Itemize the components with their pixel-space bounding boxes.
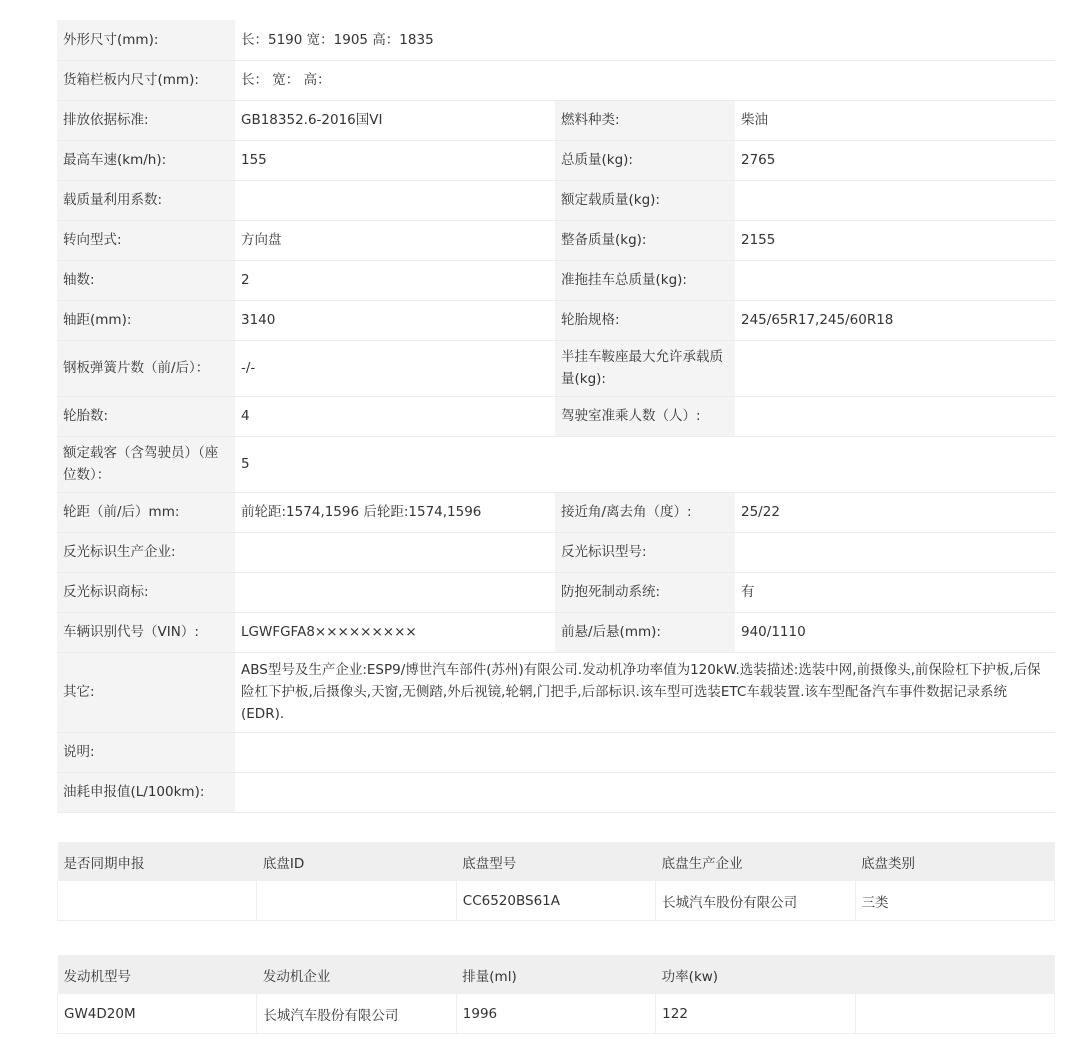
spec-row xyxy=(57,100,1055,140)
tire-count-label: 轮胎数: xyxy=(57,396,235,436)
chassis-header-cell: 底盘生产企业 xyxy=(656,842,855,881)
load-util-value xyxy=(235,180,555,220)
curb-mass-value: 2155 xyxy=(735,220,1055,260)
note-label: 说明: xyxy=(57,732,235,772)
fuel-consumption-label: 油耗申报值(L/100km): xyxy=(57,772,235,812)
chassis-cell: 三类 xyxy=(855,881,1054,921)
engine-header-cell xyxy=(855,955,1054,994)
outer-dim-label: 外形尺寸(mm): xyxy=(57,20,235,60)
spec-row xyxy=(57,492,1055,532)
speed-value: 155 xyxy=(235,140,555,180)
spec-row xyxy=(57,20,1055,60)
track-label: 轮距（前/后）mm: xyxy=(57,492,235,532)
chassis-cell: 长城汽车股份有限公司 xyxy=(656,881,855,921)
chassis-cell xyxy=(257,881,456,921)
engine-header-cell: 发动机型号 xyxy=(58,955,257,994)
chassis-header-cell: 底盘ID xyxy=(257,842,456,881)
spec-row xyxy=(57,260,1055,300)
saddle-label: 半挂车鞍座最大允许承载质量(kg): xyxy=(555,340,735,396)
spring-label: 钢板弹簧片数（前/后）： xyxy=(57,340,235,396)
overhang-label: 前悬/后悬(mm): xyxy=(555,612,735,652)
spec-row xyxy=(57,532,1055,572)
engine-header-cell: 排量(ml) xyxy=(456,955,655,994)
steering-value: 方向盘 xyxy=(235,220,555,260)
chassis-header-row xyxy=(58,842,1055,881)
steering-label: 转向型式: xyxy=(57,220,235,260)
rated-load-value xyxy=(735,180,1055,220)
vin-label: 车辆识别代号（VIN）: xyxy=(57,612,235,652)
abs-label: 防抱死制动系统: xyxy=(555,572,735,612)
outer-dim-value: 长：5190 宽：1905 高：1835 xyxy=(235,20,1055,60)
spec-row xyxy=(57,436,1055,492)
engine-cell: 1996 xyxy=(456,994,655,1034)
emission-label: 排放依据标准: xyxy=(57,100,235,140)
spec-row xyxy=(57,572,1055,612)
chassis-cell: CC6520BS61A xyxy=(456,881,655,921)
abs-value: 有 xyxy=(735,572,1055,612)
tire-label: 轮胎规格: xyxy=(555,300,735,340)
trailer-mass-label: 准拖挂车总质量(kg): xyxy=(555,260,735,300)
other-label: 其它: xyxy=(57,652,235,732)
passengers-value: 5 xyxy=(235,436,1055,492)
speed-label: 最高车速(km/h): xyxy=(57,140,235,180)
vin-value: LGWFGFA8××××××××× xyxy=(235,612,555,652)
total-mass-value: 2765 xyxy=(735,140,1055,180)
engine-header-cell: 发动机企业 xyxy=(257,955,456,994)
engine-cell: GW4D20M xyxy=(58,994,257,1034)
cargo-dim-value: 长： 宽： 高： xyxy=(235,60,1055,100)
engine-table xyxy=(57,955,1055,1034)
spec-row xyxy=(57,140,1055,180)
spec-row xyxy=(57,772,1055,812)
tire-count-value: 4 xyxy=(235,396,555,436)
total-mass-label: 总质量(kg): xyxy=(555,140,735,180)
angle-value: 25/22 xyxy=(735,492,1055,532)
emission-value: GB18352.6-2016国VI xyxy=(235,100,555,140)
chassis-header-cell: 是否同期申报 xyxy=(58,842,257,881)
reflect-model-label: 反光标识型号: xyxy=(555,532,735,572)
reflect-model-value xyxy=(735,532,1055,572)
note-value xyxy=(235,732,1055,772)
reflect-maker-label: 反光标识生产企业: xyxy=(57,532,235,572)
tire-value: 245/65R17,245/60R18 xyxy=(735,300,1055,340)
track-value: 前轮距:1574,1596 后轮距:1574,1596 xyxy=(235,492,555,532)
chassis-cell xyxy=(58,881,257,921)
wheelbase-label: 轴距(mm): xyxy=(57,300,235,340)
spec-row xyxy=(57,180,1055,220)
cab-seats-value xyxy=(735,396,1055,436)
other-value: ABS型号及生产企业:ESP9/博世汽车部件(苏州)有限公司.发动机净功率值为120kW.选装描述:选装中网,前摄像头,前保险杠下护板,后保险杠下护板,后摄像头,天窗,无侧踏,外后视镜,轮辋,门把手,后部标识.该车型可选装ETC车载装置.该车型配备汽车事件数据记录系统(EDR). xyxy=(235,652,1055,732)
wheelbase-value: 3140 xyxy=(235,300,555,340)
trailer-mass-value xyxy=(735,260,1055,300)
spec-row xyxy=(57,396,1055,436)
axles-label: 轴数: xyxy=(57,260,235,300)
vehicle-spec-table xyxy=(57,20,1055,813)
engine-cell: 122 xyxy=(656,994,855,1034)
reflect-brand-label: 反光标识商标: xyxy=(57,572,235,612)
spec-row xyxy=(57,612,1055,652)
spec-row xyxy=(57,300,1055,340)
chassis-header-cell: 底盘类别 xyxy=(855,842,1054,881)
spec-row xyxy=(57,732,1055,772)
chassis-table xyxy=(57,842,1055,921)
reflect-brand-value xyxy=(235,572,555,612)
spec-row xyxy=(57,60,1055,100)
engine-cell: 长城汽车股份有限公司 xyxy=(257,994,456,1034)
fuel-value: 柴油 xyxy=(735,100,1055,140)
spec-row xyxy=(57,340,1055,396)
cab-seats-label: 驾驶室准乘人数（人）: xyxy=(555,396,735,436)
engine-cell xyxy=(855,994,1054,1034)
curb-mass-label: 整备质量(kg): xyxy=(555,220,735,260)
saddle-value xyxy=(735,340,1055,396)
chassis-data-row xyxy=(58,881,1055,921)
spring-value: -/- xyxy=(235,340,555,396)
engine-data-row xyxy=(58,994,1055,1034)
spec-row xyxy=(57,220,1055,260)
fuel-label: 燃料种类: xyxy=(555,100,735,140)
spec-row xyxy=(57,652,1055,732)
engine-header-row xyxy=(58,955,1055,994)
reflect-maker-value xyxy=(235,532,555,572)
axles-value: 2 xyxy=(235,260,555,300)
overhang-value: 940/1110 xyxy=(735,612,1055,652)
angle-label: 接近角/离去角（度）: xyxy=(555,492,735,532)
rated-load-label: 额定载质量(kg): xyxy=(555,180,735,220)
cargo-dim-label: 货箱栏板内尺寸(mm): xyxy=(57,60,235,100)
chassis-header-cell: 底盘型号 xyxy=(456,842,655,881)
load-util-label: 载质量利用系数: xyxy=(57,180,235,220)
fuel-consumption-value xyxy=(235,772,1055,812)
passengers-label: 额定载客（含驾驶员）（座位数）： xyxy=(57,436,235,492)
engine-header-cell: 功率(kw) xyxy=(656,955,855,994)
